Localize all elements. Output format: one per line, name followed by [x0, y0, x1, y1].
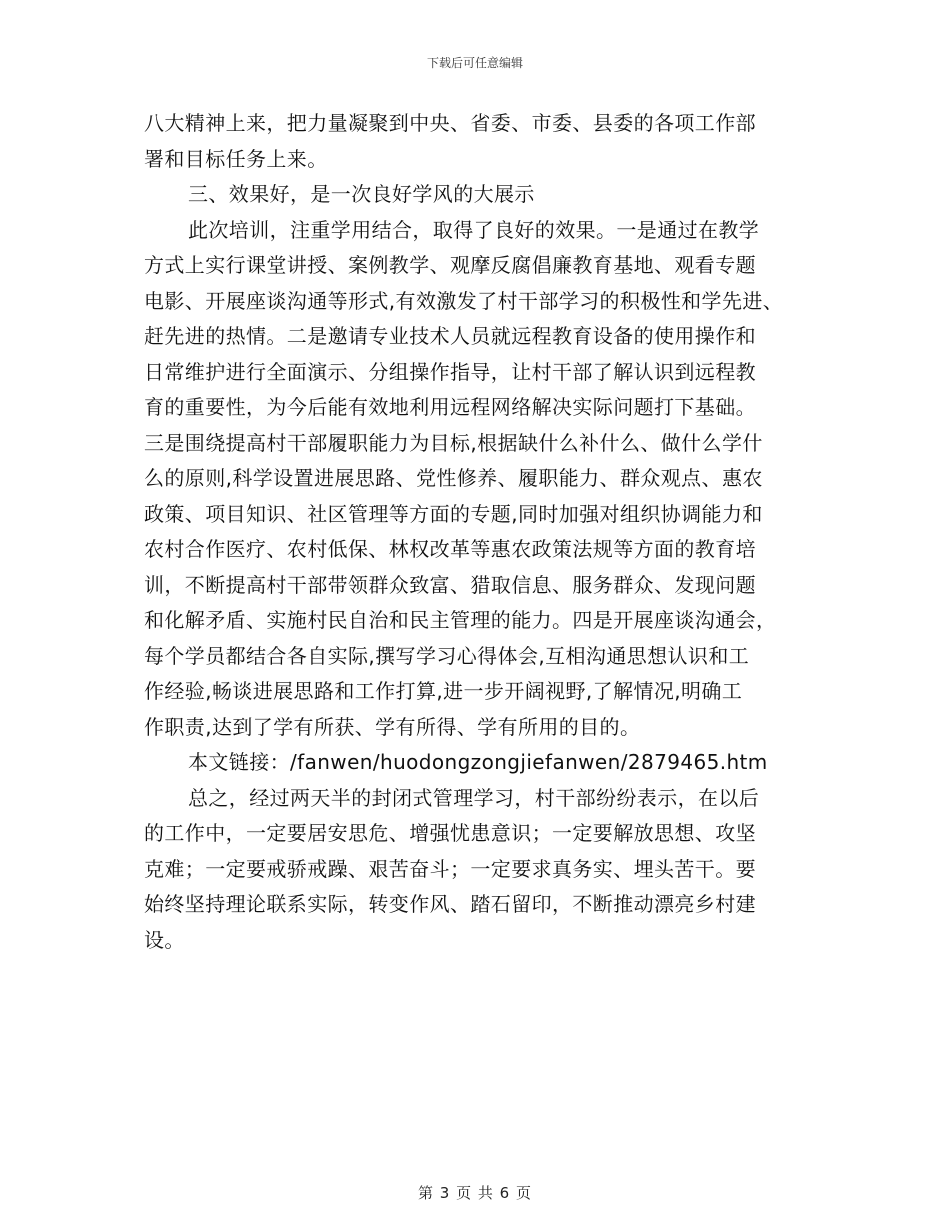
text-line: 每个学员都结合各自实际,撰写学习心得体会,互相沟通思想认识和工	[144, 643, 750, 668]
text-line: 八大精神上来，把力量凝聚到中央、省委、市委、县委的各项工作部	[144, 111, 756, 135]
text-line: 作经验,畅谈进展思路和工作打算,进一步开阔视野,了解情况,明确工	[144, 679, 743, 703]
section-heading: 三、效果好，是一次良好学风的大展示	[188, 182, 535, 206]
text-line: 和化解矛盾、实施村民自治和民主管理的能力。四是开展座谈沟通会，	[144, 608, 777, 632]
document-body	[144, 106, 824, 958]
text-line: 总之，经过两天半的封闭式管理学习，村干部纷纷表示，在以后	[188, 785, 760, 810]
text-line: 署和目标任务上来。	[144, 146, 328, 171]
text-line: 克难；一定要戒骄戒躁、艰苦奋斗；一定要求真务实、埋头苦干。要	[144, 856, 756, 881]
text-line: 农村合作医疗、农村低保、林权改革等惠农政策法规等方面的教育培	[144, 537, 756, 561]
text-line: 此次培训，注重学用结合，取得了良好的效果。一是通过在教学	[188, 217, 760, 242]
text-line: 的工作中，一定要居安思危、增强忧患意识；一定要解放思想、攻坚	[144, 821, 756, 845]
text-line: 么的原则,科学设置进展思路、党性修养、履职能力、群众观点、惠农	[144, 466, 763, 490]
page-number-footer: 第 3 页 共 6 页	[418, 1184, 532, 1202]
text-line: 电影、开展座谈沟通等形式,有效激发了村干部学习的积极性和学先进、	[144, 288, 784, 313]
text-line: 日常维护进行全面演示、分组操作指导，让村干部了解认识到远程教	[144, 359, 756, 384]
text-line: 三是围绕提高村干部履职能力为目标,根据缺什么补什么、做什么学什	[144, 430, 763, 455]
text-line: 始终坚持理论联系实际，转变作风、踏石留印，不断推动漂亮乡村建	[144, 892, 756, 916]
article-link-line: 本文链接：/fanwen/huodongzongjiefanwen/2879465.htm	[188, 750, 768, 774]
text-line: 设。	[144, 927, 185, 952]
text-line: 方式上实行课堂讲授、案例教学、观摩反腐倡廉教育基地、观看专题	[144, 253, 756, 277]
text-line: 训，不断提高村干部带领群众致富、猎取信息、服务群众、发现问题	[144, 572, 756, 597]
text-line: 作职责,达到了学有所获、学有所得、学有所用的目的。	[144, 714, 641, 739]
page-header: 下载后可任意编辑	[426, 56, 523, 70]
text-line: 育的重要性，为今后能有效地利用远程网络解决实际问题打下基础。	[144, 395, 756, 419]
text-line: 赶先进的热情。二是邀请专业技术人员就远程教育设备的使用操作和	[144, 324, 756, 348]
text-line: 政策、项目知识、社区管理等方面的专题,同时加强对组织协调能力和	[144, 501, 763, 526]
